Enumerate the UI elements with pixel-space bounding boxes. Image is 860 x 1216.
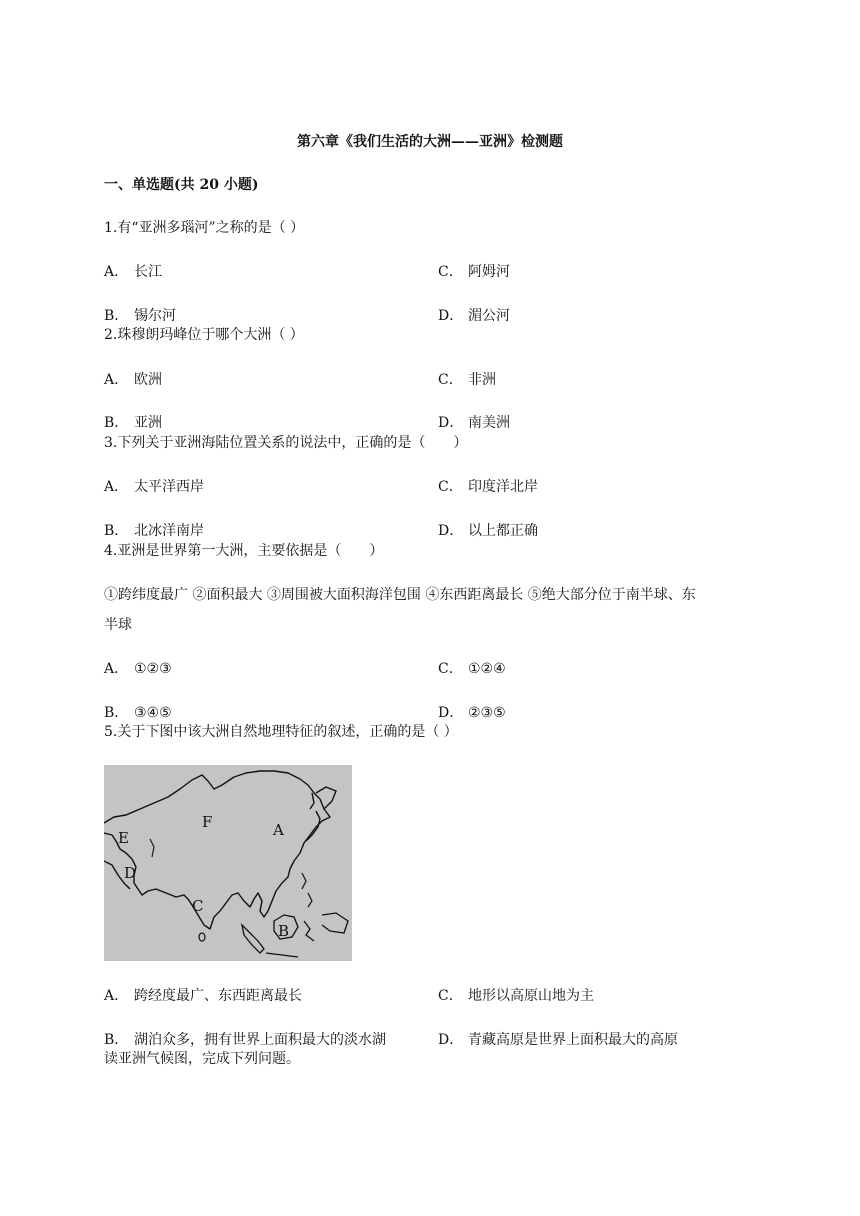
question-1-option-c[interactable]: C． 阿姆河: [438, 264, 510, 280]
question-1-option-d[interactable]: D． 湄公河: [438, 308, 510, 324]
question-1-option-b[interactable]: B． 锡尔河: [104, 308, 176, 324]
question-3-option-c[interactable]: C． 印度洋北岸: [438, 479, 538, 495]
question-5-option-d[interactable]: D． 青藏高原是世界上面积最大的高原: [438, 1032, 678, 1048]
question-4-option-c[interactable]: C． ①②④: [438, 661, 506, 677]
map-label-c: C: [192, 897, 204, 915]
question-3-option-b[interactable]: B． 北冰洋南岸: [104, 523, 204, 539]
question-2-option-a[interactable]: A． 欧洲: [104, 372, 162, 388]
question-5-stem: 5.关于下图中该大洲自然地理特征的叙述，正确的是（ ）: [104, 724, 458, 740]
sakhalin-island: [310, 793, 314, 809]
map-label-d: D: [124, 864, 137, 882]
question-4-option-a[interactable]: A． ①②③: [104, 661, 172, 677]
map-label-b: B: [278, 922, 290, 940]
asia-mainland-outline: [104, 771, 330, 929]
question-5-option-a[interactable]: A． 跨经度最广、东西距离最长: [104, 988, 302, 1004]
question-4-statements: ①跨纬度最广 ②面积最大 ③周围被大面积海洋包围 ④东西距离最长 ⑤绝大部分位于南半球、东: [104, 587, 696, 603]
question-2-option-d[interactable]: D． 南美洲: [438, 415, 510, 431]
map-label-f: F: [202, 813, 213, 831]
question-2-option-c[interactable]: C． 非洲: [438, 372, 496, 388]
question-1-option-a[interactable]: A． 长江: [104, 264, 162, 280]
question-5-option-c[interactable]: C． 地形以高原山地为主: [438, 988, 594, 1004]
new-guinea-island: [322, 913, 348, 933]
question-4-option-d[interactable]: D． ②③⑤: [438, 705, 506, 721]
map-label-e: E: [118, 829, 129, 847]
question-5-option-b[interactable]: B． 湖泊众多，拥有世界上面积最大的淡水湖: [104, 1032, 386, 1048]
page-title: 第六章《我们生活的大洲——亚洲》检测题: [297, 134, 563, 150]
philippines-islands: [302, 873, 312, 907]
closing-instruction: 读亚洲气候图，完成下列问题。: [104, 1051, 300, 1067]
question-3-option-d[interactable]: D． 以上都正确: [438, 523, 538, 539]
java-island: [266, 953, 298, 957]
sri-lanka-island: [199, 933, 205, 941]
question-4-statements-cont: 半球: [104, 617, 132, 633]
asia-map: [104, 765, 352, 961]
map-label-a: A: [273, 821, 284, 839]
question-2-stem: 2.珠穆朗玛峰位于哪个大洲（ ）: [104, 327, 304, 343]
caspian-sea-outline: [150, 839, 154, 857]
asia-map-figure: [104, 765, 352, 961]
sulawesi-island: [304, 921, 314, 941]
question-2-option-b[interactable]: B． 亚洲: [104, 415, 162, 431]
question-4-stem: 4.亚洲是世界第一大洲，主要依据是（ ）: [104, 543, 384, 559]
question-4-option-b[interactable]: B． ③④⑤: [104, 705, 172, 721]
question-3-stem: 3.下列关于亚洲海陆位置关系的说法中，正确的是（ ）: [104, 435, 468, 451]
sumatra-island: [242, 925, 264, 953]
section-heading: 一、单选题(共 20 小题): [104, 177, 259, 193]
question-1-stem: 1.有“亚洲多瑙河”之称的是（ ）: [104, 220, 305, 236]
question-3-option-a[interactable]: A． 太平洋西岸: [104, 479, 204, 495]
